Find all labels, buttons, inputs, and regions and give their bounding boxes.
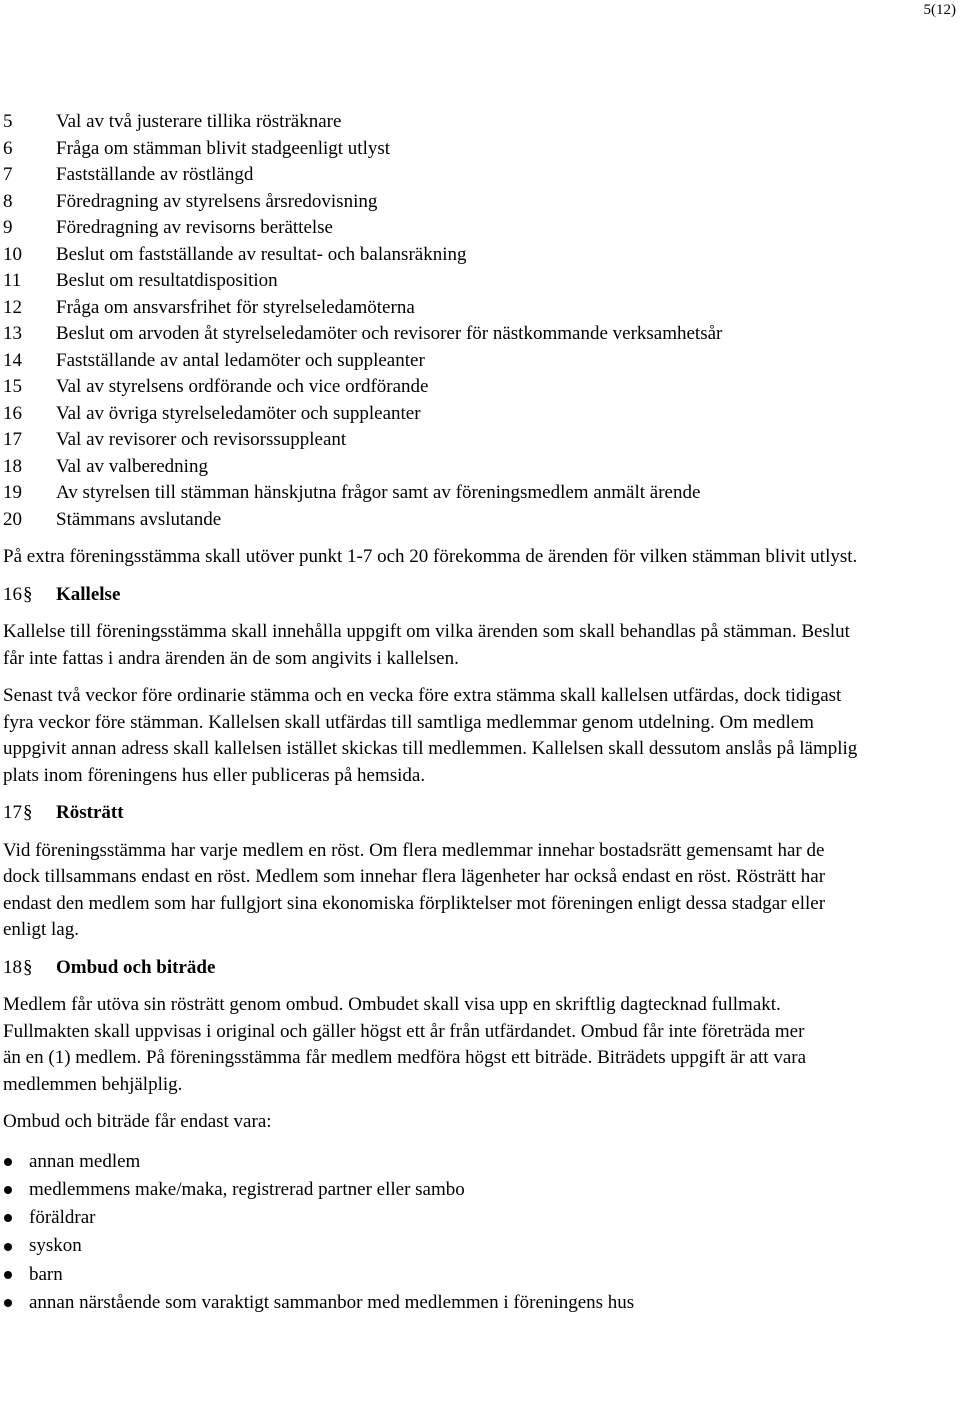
agenda-item bbox=[3, 295, 943, 322]
agenda-item bbox=[3, 268, 943, 295]
section-sign: § bbox=[23, 583, 33, 605]
agenda-number: 11 bbox=[3, 270, 22, 291]
list-item bbox=[3, 1232, 943, 1260]
section-number: 16 bbox=[3, 583, 22, 605]
section-title: Ombud och biträde bbox=[56, 956, 216, 978]
section-sign: § bbox=[23, 802, 33, 823]
section-17-heading bbox=[3, 800, 943, 827]
agenda-item bbox=[3, 454, 943, 481]
section-title: Rösträtt bbox=[56, 802, 124, 823]
agenda-number: 9 bbox=[3, 217, 13, 238]
agenda-number: 18 bbox=[3, 455, 22, 477]
eligible-representatives-list bbox=[3, 1148, 943, 1318]
agenda-item bbox=[3, 480, 943, 507]
agenda-number: 10 bbox=[3, 243, 22, 265]
list-item-text: medlemmens make/maka, registrerad partner eller sambo bbox=[29, 1178, 465, 1200]
bullet-icon bbox=[4, 1186, 12, 1194]
agenda-number: 16 bbox=[3, 402, 22, 424]
agenda-number: 20 bbox=[3, 508, 22, 530]
document-body bbox=[3, 109, 943, 1317]
section-number: 18 bbox=[3, 956, 22, 978]
list-item bbox=[3, 1204, 943, 1232]
agenda-text: Val av valberedning bbox=[56, 455, 208, 477]
bullet-icon bbox=[4, 1214, 12, 1222]
agenda-text: Fråga om stämman blivit stadgeenligt utlyst bbox=[56, 137, 391, 159]
agenda-text: Val av revisorer och revisorssuppleant bbox=[56, 429, 347, 450]
agenda-item bbox=[3, 348, 943, 375]
agenda-text: Fastställande av röstlängd bbox=[56, 164, 254, 185]
section-18-paragraph-1: Medlem får utöva sin rösträtt genom ombud. Ombudet skall visa upp en skriftlig dagtecknad fullmakt. Fullmakten skall uppvisas i original och gäller högst ett år från utfärdandet. Ombud får inte företräda mer än en (1) medlem. På föreningsstämma får medlem medföra högst ett biträde. Biträdets uppgift är att vara medlemmen behjälplig. bbox=[3, 994, 807, 1095]
agenda-item bbox=[3, 321, 943, 348]
agenda-item bbox=[3, 109, 943, 136]
list-item bbox=[3, 1261, 943, 1289]
section-sign: § bbox=[23, 956, 33, 978]
agenda-item bbox=[3, 136, 943, 163]
section-title: Kallelse bbox=[56, 583, 121, 605]
list-item-text: annan medlem bbox=[29, 1150, 141, 1172]
agenda-number: 17 bbox=[3, 429, 22, 450]
agenda-item bbox=[3, 215, 943, 242]
agenda-item bbox=[3, 401, 943, 428]
section-18-paragraph-2: Ombud och biträde får endast vara: bbox=[3, 1111, 272, 1132]
extra-meeting-paragraph: På extra föreningsstämma skall utöver punkt 1-7 och 20 förekomma de ärenden för vilken stämman blivit utlyst. bbox=[3, 546, 858, 567]
agenda-text: Fastställande av antal ledamöter och suppleanter bbox=[56, 349, 425, 371]
agenda-text: Beslut om resultatdisposition bbox=[56, 270, 278, 291]
agenda-number: 19 bbox=[3, 482, 22, 503]
agenda-number: 13 bbox=[3, 323, 22, 344]
list-item-text: annan närstående som varaktigt sammanbor med medlemmen i föreningens hus bbox=[29, 1291, 635, 1313]
agenda-text: Val av styrelsens ordförande och vice ordförande bbox=[56, 376, 429, 397]
agenda-item bbox=[3, 507, 943, 534]
bullet-icon bbox=[4, 1271, 12, 1279]
agenda-item bbox=[3, 162, 943, 189]
agenda-text: Föredragning av styrelsens årsredovisning bbox=[56, 190, 378, 212]
agenda-text: Beslut om fastställande av resultat- och balansräkning bbox=[56, 243, 467, 265]
agenda-number: 15 bbox=[3, 376, 22, 397]
agenda-item bbox=[3, 242, 943, 269]
bullet-icon bbox=[4, 1299, 12, 1307]
agenda-number: 14 bbox=[3, 349, 22, 371]
section-17-paragraph-1: Vid föreningsstämma har varje medlem en röst. Om flera medlemmar innehar bostadsrätt gemensamt har de dock tillsammans endast en röst. Medlem som innehar flera lägenheter har också endast en röst. Rösträtt har endast den medlem som har fullgjort sina ekonomiska förpliktelser mot föreningen enligt dessa stadgar eller enligt lag. bbox=[3, 839, 826, 940]
list-item-text: föräldrar bbox=[29, 1207, 96, 1229]
list-item bbox=[3, 1176, 943, 1204]
agenda-text: Fråga om ansvarsfrihet för styrelseledamöterna bbox=[56, 296, 415, 318]
agenda-text: Av styrelsen till stämman hänskjutna frågor samt av föreningsmedlem anmält ärende bbox=[56, 482, 701, 503]
agenda-number: 7 bbox=[3, 164, 13, 185]
list-item bbox=[3, 1148, 943, 1176]
agenda-list bbox=[3, 109, 943, 533]
list-item-text: syskon bbox=[29, 1235, 82, 1257]
agenda-text: Val av övriga styrelseledamöter och suppleanter bbox=[56, 402, 421, 424]
agenda-item bbox=[3, 374, 943, 401]
section-18-heading bbox=[3, 955, 943, 982]
list-item-text: barn bbox=[29, 1263, 63, 1285]
bullet-icon bbox=[4, 1243, 12, 1251]
agenda-text: Stämmans avslutande bbox=[56, 508, 222, 530]
agenda-text: Beslut om arvoden åt styrelseledamöter och revisorer för nästkommande verksamhetsår bbox=[56, 323, 723, 344]
agenda-number: 12 bbox=[3, 296, 22, 318]
agenda-number: 6 bbox=[3, 137, 13, 159]
page-number: 5(12) bbox=[923, 2, 956, 18]
agenda-text: Val av två justerare tillika rösträknare bbox=[56, 111, 342, 132]
bullet-icon bbox=[4, 1158, 12, 1166]
agenda-text: Föredragning av revisorns berättelse bbox=[56, 217, 333, 238]
section-16-paragraph-1: Kallelse till föreningsstämma skall innehålla uppgift om vilka ärenden som skall behandlas på stämman. Beslut får inte fattas i andra ärenden än de som angivits i kallelsen. bbox=[3, 621, 850, 669]
agenda-item bbox=[3, 189, 943, 216]
agenda-number: 5 bbox=[3, 111, 13, 132]
agenda-item bbox=[3, 427, 943, 454]
section-16-paragraph-2: Senast två veckor före ordinarie stämma och en vecka före extra stämma skall kallelsen utfärdas, dock tidigast fyra veckor före stämman. Kallelsen skall utfärdas till samtliga medlemmar genom utdelning. Om medlem uppgivit annan adress skall kallelsen istället skickas till medlemmen. Kallelsen skall dessutom anslås på lämplig plats inom föreningens hus eller publiceras på hemsida. bbox=[3, 685, 858, 786]
list-item bbox=[3, 1289, 943, 1317]
agenda-number: 8 bbox=[3, 190, 13, 212]
section-number: 17 bbox=[3, 802, 22, 823]
section-16-heading bbox=[3, 582, 943, 609]
